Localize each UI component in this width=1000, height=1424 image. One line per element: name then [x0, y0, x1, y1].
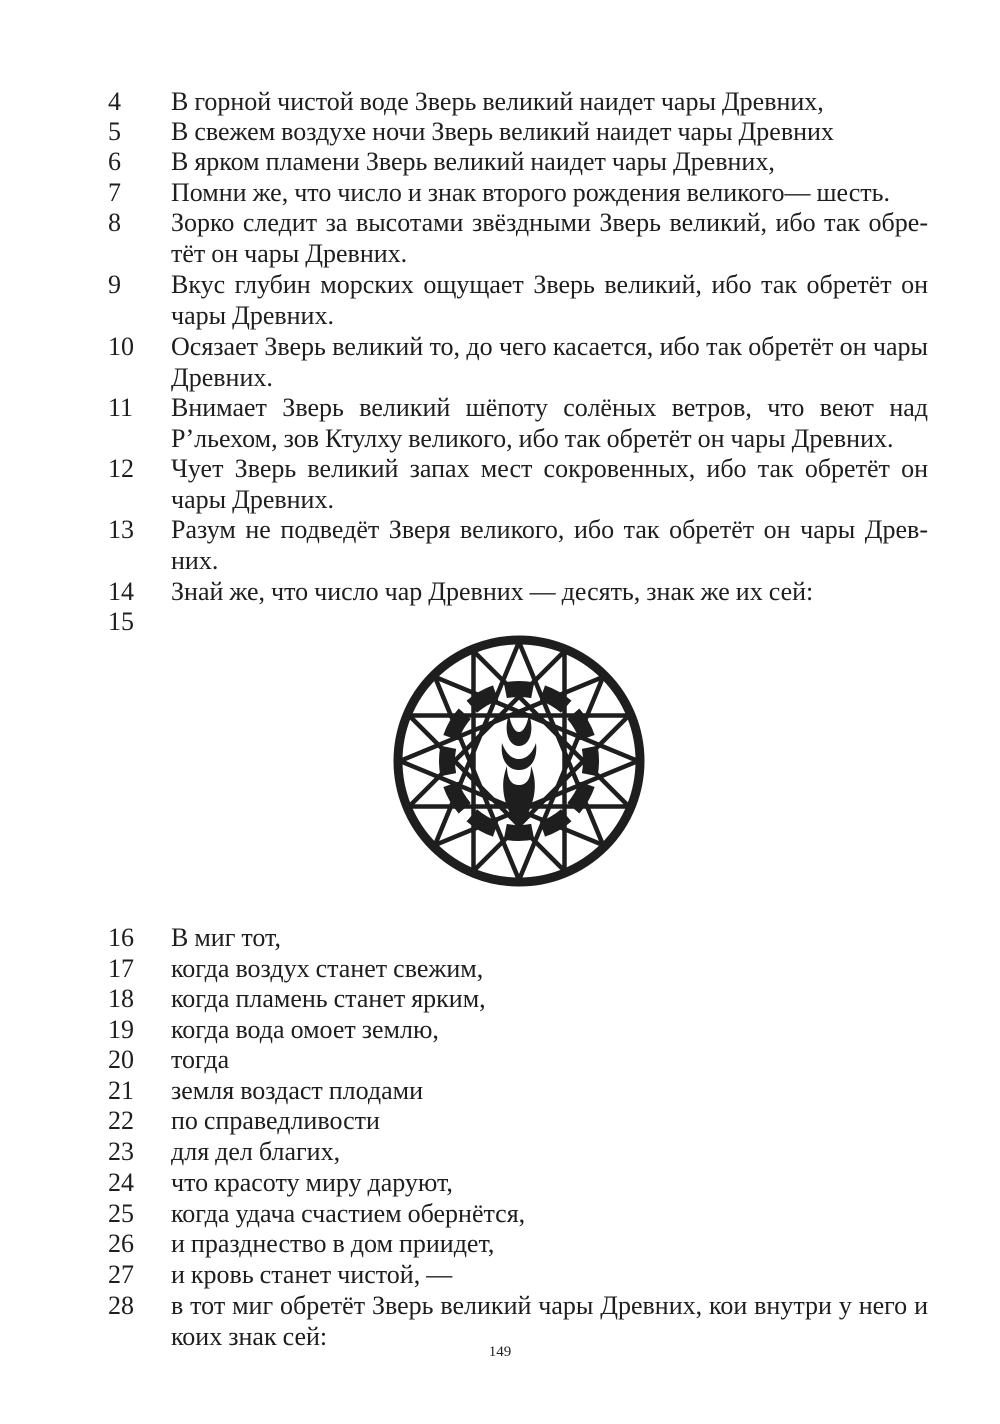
page-number: 149 [488, 1344, 512, 1360]
verse-number: 23 [108, 1137, 134, 1166]
verse-text: что красоту миру даруют, [171, 1168, 453, 1197]
dash-segment [505, 689, 532, 690]
verse-number: 28 [108, 1291, 134, 1320]
verse-text: Вкус глубин морских ощущает Зверь великий, ибо так обретёт он чары Древних. [171, 270, 928, 330]
verse-text: Помни же, что число и знак второго рождения великого— шесть. [171, 178, 890, 207]
sign-of-the-elder-charms-icon [392, 634, 646, 888]
verse-text: по справедливости [171, 1106, 380, 1135]
verse-text: и празднество в дом приидет, [171, 1229, 495, 1258]
verse-text: и кровь станет чистой, — [171, 1260, 453, 1289]
verse-number: 17 [108, 954, 134, 983]
verse-text: для дел благих, [171, 1137, 341, 1166]
verse-number: 22 [108, 1106, 134, 1135]
verse-text: Чует Зверь великий запах мест сокровенных, ибо так обретёт он чары Древних. [171, 454, 928, 514]
verse-number: 10 [108, 332, 134, 361]
verse-text: В горной чистой воде Зверь великий наидет чары Древних, [171, 87, 824, 116]
verse-number: 20 [108, 1045, 134, 1074]
dash-segment [590, 747, 591, 774]
verse-number: 19 [108, 1015, 134, 1044]
verse-text: Осязает Зверь великий то, до чего касается, ибо так обретёт он чары Древних. [171, 332, 928, 392]
verse-text: В миг тот, [171, 923, 281, 952]
verse-number: 11 [108, 393, 134, 422]
verse-text: когда удача счастием обернётся, [171, 1199, 526, 1228]
verse-text: Знай же, что число чар Древних — десять, знак же их сей: [171, 577, 814, 606]
verse-number: 6 [108, 147, 121, 176]
verse-number: 18 [108, 984, 134, 1013]
verse-text: земля воздаст плодами [171, 1076, 424, 1105]
verse-text: в тот миг обретёт Зверь великий чары Древних, кои внутри у него и коих знак сей: [171, 1291, 928, 1351]
verse-number: 27 [108, 1260, 134, 1289]
verse-text: Внимает Зверь великий шёпоту солёных ветров, что веют над Р’льехом, зов Ктулху великого, ибо так обретёт он чары Древних. [171, 393, 928, 453]
verse-number: 14 [108, 577, 134, 606]
verse-number: 8 [108, 208, 121, 237]
verse-number: 24 [108, 1168, 134, 1197]
verse-number: 26 [108, 1229, 134, 1258]
dash-segment [447, 747, 448, 774]
verse-number: 21 [108, 1076, 134, 1105]
verse-number: 25 [108, 1199, 134, 1228]
verse-number: 15 [108, 607, 134, 636]
verse-text: Зорко следит за высотами звёздными Зверь великий, ибо так обретёт он чары Древних. [171, 208, 928, 268]
verse-text: тогда [171, 1045, 230, 1074]
verse-text: когда вода омоет землю, [171, 1015, 439, 1044]
verse-text: Разум не подведёт Зверя великого, ибо так обретёт он чары Древних. [171, 515, 928, 575]
verse-number: 4 [108, 87, 121, 116]
verse-text: В свежем воздухе ночи Зверь великий наидет чары Древних [171, 117, 834, 146]
verse-number: 7 [108, 178, 121, 207]
verse-text: когда воздух станет свежим, [171, 954, 484, 983]
dash-segment [505, 832, 532, 833]
verse-text: когда пламень станет ярким, [171, 984, 486, 1013]
verse-number: 5 [108, 117, 121, 146]
verse-number: 13 [108, 515, 134, 544]
verse-number: 16 [108, 923, 134, 952]
verse-number: 12 [108, 454, 134, 483]
verse-text: В ярком пламени Зверь великий наидет чары Древних, [171, 147, 775, 176]
verse-number: 9 [108, 270, 121, 299]
